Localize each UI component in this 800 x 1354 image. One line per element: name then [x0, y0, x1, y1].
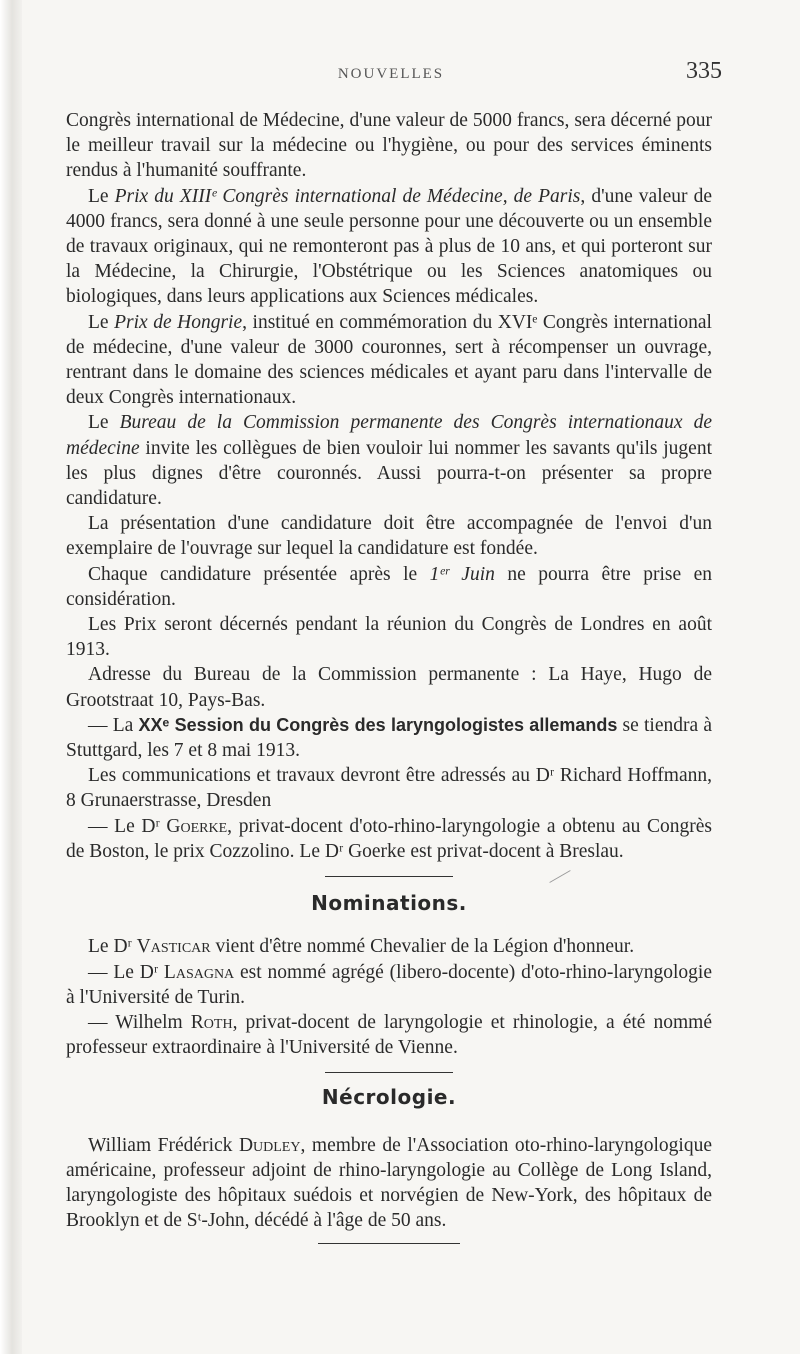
paragraph-roth	[66, 1010, 712, 1060]
text-run: Adresse du Bureau de la Commission permanente : La Haye, Hugo de Grootstraat 10, Pays-Bas.	[66, 664, 712, 711]
paragraph-londres	[66, 612, 712, 662]
text-run: ne pourra être prise en considération.	[66, 563, 712, 610]
text-run: Le	[88, 311, 115, 333]
text-run: vient d'être nommé Chevalier de la Légion d'honneur.	[210, 936, 635, 958]
paragraph-prix-xiii	[66, 184, 712, 310]
small-caps-run: Roth	[190, 1011, 233, 1033]
italic-run: Prix du XIIIᵉ Congrès international de Médecine, de Paris	[114, 185, 581, 207]
text-run: William Frédérick	[88, 1134, 239, 1156]
bold-run: XXᵉ Session du Congrès des laryngologistes allemands	[138, 714, 618, 735]
end-rule	[318, 1243, 460, 1244]
paragraph-communications	[66, 763, 712, 813]
paragraph-bureau	[66, 410, 712, 511]
paragraph-vasticar	[66, 934, 712, 959]
text-run: — La	[88, 714, 139, 736]
text-run: Le	[88, 185, 115, 207]
small-caps-run: Goerke	[166, 815, 228, 837]
italic-run: Bureau de la Commission permanente des Congrès internationaux de médecine	[66, 412, 712, 459]
text-run: Congrès international de Médecine, d'une valeur de 5000 francs, sera décerné pour le meilleur travail sur la médecine ou l'hygiène, ou pour des services éminents rendus à l'humanité souffrante.	[66, 110, 712, 182]
article-body	[66, 108, 712, 1244]
text-run: invite les collègues de bien vouloir lui nommer les savants qu'ils jugent les plus dignes d'être couronnés. Aussi pourra-t-on présenter sa propre candidature.	[66, 437, 712, 510]
small-caps-run: Lasagna	[163, 961, 235, 983]
text-run: se tiendra à Stuttgard, les 7 et 8 mai 1913.	[66, 714, 713, 762]
small-caps-run: Vasticar	[136, 936, 211, 958]
scan-edge-shadow	[0, 0, 22, 1354]
nominations-heading: Nominations.	[311, 891, 467, 916]
text-run: , privat-docent d'oto-rhino-laryngologie a obtenu au Congrès de Boston, le prix Cozzolino. Le Dʳ Goerke est privat-docent à Breslau.	[66, 815, 713, 862]
text-run: La présentation d'une candidature doit être accompagnée de l'envoi d'un exemplaire de l'ouvrage sur lequel la candidature est fondée.	[66, 513, 712, 560]
text-run: — Le Dʳ	[88, 961, 164, 983]
text-run: , institué en commémoration du XVIᵉ Congrès international de médecine, d'une valeur de 3000 couronnes, sert à récompenser un ouvrage, rentrant dans le domaine des sciences médicales et ayant paru dans l'intervalle de deux Congrès internationaux.	[66, 311, 712, 409]
text-run: , membre de l'Association oto-rhino-laryngologique américaine, professeur adjoint de rhino-laryngologie au Collège de Long Island, laryngologiste des hôpitaux suédois et norvégien de New-York, des hôpitaux de Brooklyn et de Sᵗ-John, décédé à l'âge de 50 ans.	[66, 1134, 712, 1232]
paragraph-dudley	[66, 1133, 712, 1234]
text-run: Le Dʳ	[88, 936, 137, 958]
page-number: 335	[686, 58, 722, 84]
section-divider	[325, 876, 453, 877]
paragraph-lasagna	[66, 960, 712, 1010]
text-run: , privat-docent de laryngologie et rhinologie, a été nommé professeur extraordinaire à l'Université de Vienne.	[66, 1011, 713, 1059]
paragraph-deadline	[66, 562, 712, 612]
page-header	[60, 56, 722, 96]
running-title: NOUVELLES	[337, 66, 445, 82]
italic-run: Prix de Hongrie	[114, 311, 243, 333]
paragraph-adresse	[66, 662, 712, 712]
section-divider	[325, 1072, 453, 1073]
paragraph-session-laryngologistes	[66, 713, 712, 763]
text-run: — Le Dʳ	[88, 815, 167, 837]
italic-run: 1ᵉʳ Juin	[429, 563, 495, 585]
text-run: Les Prix seront décernés pendant la réunion du Congrès de Londres en août 1913.	[66, 614, 712, 661]
paragraph-congres-prize	[66, 108, 712, 184]
text-run: , d'une valeur de 4000 francs, sera donné à une seule personne pour une découverte ou un ensemble de travaux originaux, qui ne remonteront pas à plus de 10 ans, et qui porteront sur la Médecine, la Chirurgie, l'Obstétrique ou les Sciences anatomiques ou biologiques, dans leurs applications aux Sciences médicales.	[66, 185, 712, 308]
paragraph-prix-hongrie	[66, 310, 712, 411]
text-run: Les communications et travaux devront être adressés au Dʳ Richard Hoffmann, 8 Grunaerstrasse, Dresden	[66, 765, 712, 812]
paragraph-presentation	[66, 511, 712, 561]
necrologie-heading: Nécrologie.	[321, 1085, 457, 1110]
text-run: Chaque candidature présentée après le	[88, 563, 430, 585]
text-run: — Wilhelm	[88, 1011, 191, 1033]
text-run: est nommé agrégé (libero-docente) d'oto-rhino-laryngologie à l'Université de Turin.	[66, 961, 712, 1008]
small-caps-run: Dudley	[238, 1134, 301, 1156]
paragraph-goerke	[66, 814, 712, 864]
text-run: Le	[88, 412, 120, 434]
